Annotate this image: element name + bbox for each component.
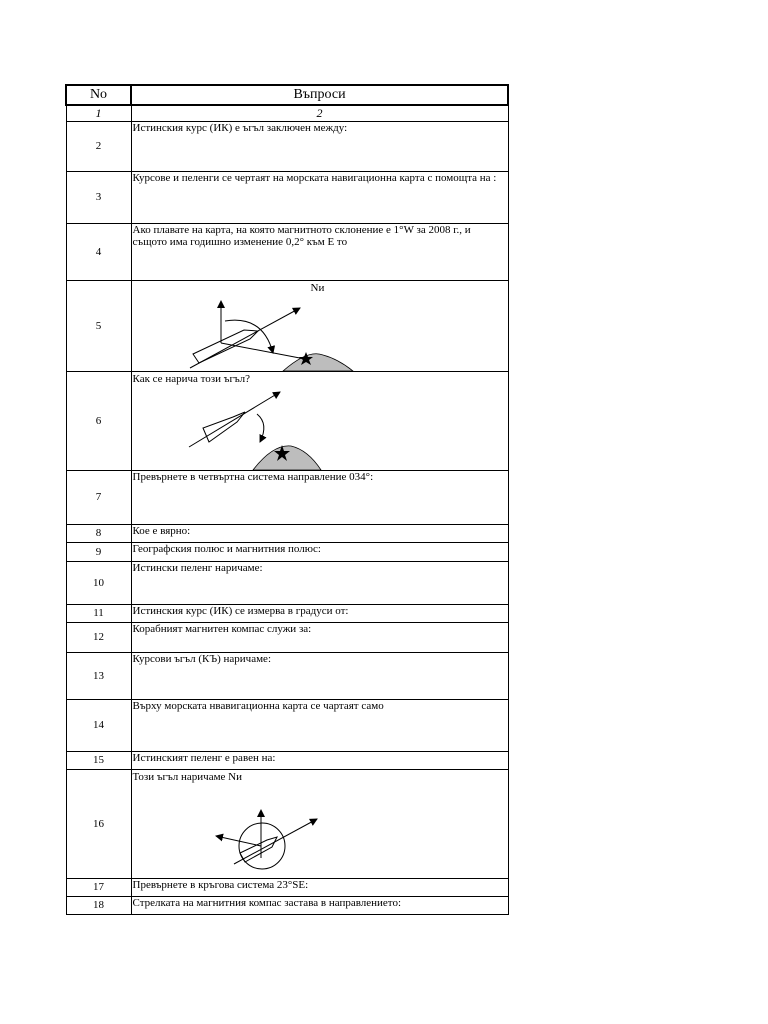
row-number: 2 (66, 121, 131, 171)
ship-angle-diagram (133, 372, 509, 470)
question-figure-cell (131, 371, 508, 470)
figure-label-north: Nи (310, 281, 325, 294)
question-text: Стрелката на магнитния компас застава в направлението: (131, 896, 508, 914)
ship-bearing-diagram (133, 281, 509, 371)
question-text: Истински пеленг наричаме: (131, 561, 508, 604)
angle-arc (257, 414, 264, 442)
question-text: Истинският пеленг е равен на: (131, 751, 508, 769)
table-row (66, 280, 508, 371)
table-row (66, 542, 508, 561)
column-number-row (66, 105, 508, 121)
island-shape (253, 445, 321, 469)
question-text: Географския полюс и магнитния полюс: (131, 542, 508, 561)
table-header-row (66, 85, 508, 105)
table-row (66, 622, 508, 652)
row-number: 16 (66, 769, 131, 878)
table-row (66, 470, 508, 524)
row-number: 8 (66, 524, 131, 542)
row-number: 15 (66, 751, 131, 769)
row-number: 12 (66, 622, 131, 652)
header-no: No (66, 85, 131, 105)
course-arrow (190, 308, 300, 368)
bearing-line (221, 343, 305, 359)
question-text: Корабният магнитен компас служи за: (131, 622, 508, 652)
table-row (66, 524, 508, 542)
table-row (66, 896, 508, 914)
question-text: Превърнете в кръгова система 23°SE: (131, 878, 508, 896)
row-number: 17 (66, 878, 131, 896)
question-text: Превърнете в четвъртна система направление 034°: (131, 470, 508, 524)
row-number: 10 (66, 561, 131, 604)
row-number: 3 (66, 171, 131, 223)
question-figure-cell (131, 769, 508, 878)
row-number: 6 (66, 371, 131, 470)
question-text: Курсове и пеленги се чертаят на морската навигационна карта с помощта на : (131, 171, 508, 223)
table-row (66, 878, 508, 896)
table-row (66, 769, 508, 878)
table-row (66, 371, 508, 470)
course-arrow (234, 819, 317, 864)
table-row (66, 604, 508, 622)
row-number: 13 (66, 652, 131, 699)
row-number: 14 (66, 699, 131, 751)
row-number: 4 (66, 223, 131, 280)
table-row (66, 652, 508, 699)
questions-table (65, 84, 509, 915)
question-text: Този ъгъл наричаме Nи (132, 770, 242, 783)
question-text: Истинския курс (ИК) е ъгъл заключен между: (131, 121, 508, 171)
table-row (66, 171, 508, 223)
table-row (66, 223, 508, 280)
row-number: 11 (66, 604, 131, 622)
course-arrow (189, 392, 280, 447)
table-row (66, 121, 508, 171)
row-number: 7 (66, 470, 131, 524)
question-figure-cell (131, 280, 508, 371)
header-questions: Въпроси (131, 85, 508, 105)
column-number-1: 1 (66, 105, 131, 121)
compass-bearing-diagram (133, 770, 509, 878)
table-row (66, 699, 508, 751)
row-number: 9 (66, 542, 131, 561)
question-text: Кое е вярно: (131, 524, 508, 542)
ship-hull-outline (193, 330, 258, 363)
question-text: Върху морската нвавигационна карта се чартаят само (131, 699, 508, 751)
question-text: Как се нарича този ъгъл? (132, 372, 251, 385)
question-text: Курсови ъгъл (КЪ) наричаме: (131, 652, 508, 699)
column-number-2: 2 (131, 105, 508, 121)
question-text: Истинския курс (ИК) се измерва в градуси от: (131, 604, 508, 622)
compass-circle (239, 823, 285, 869)
question-text: Ако плавате на карта, на която магнитното склонение е 1°W за 2008 г., и същото има годишно изменение 0,2° към Е то (131, 223, 508, 280)
row-number: 18 (66, 896, 131, 914)
table-row (66, 561, 508, 604)
bearing-arrow (216, 836, 261, 846)
row-number: 5 (66, 280, 131, 371)
table-row (66, 751, 508, 769)
